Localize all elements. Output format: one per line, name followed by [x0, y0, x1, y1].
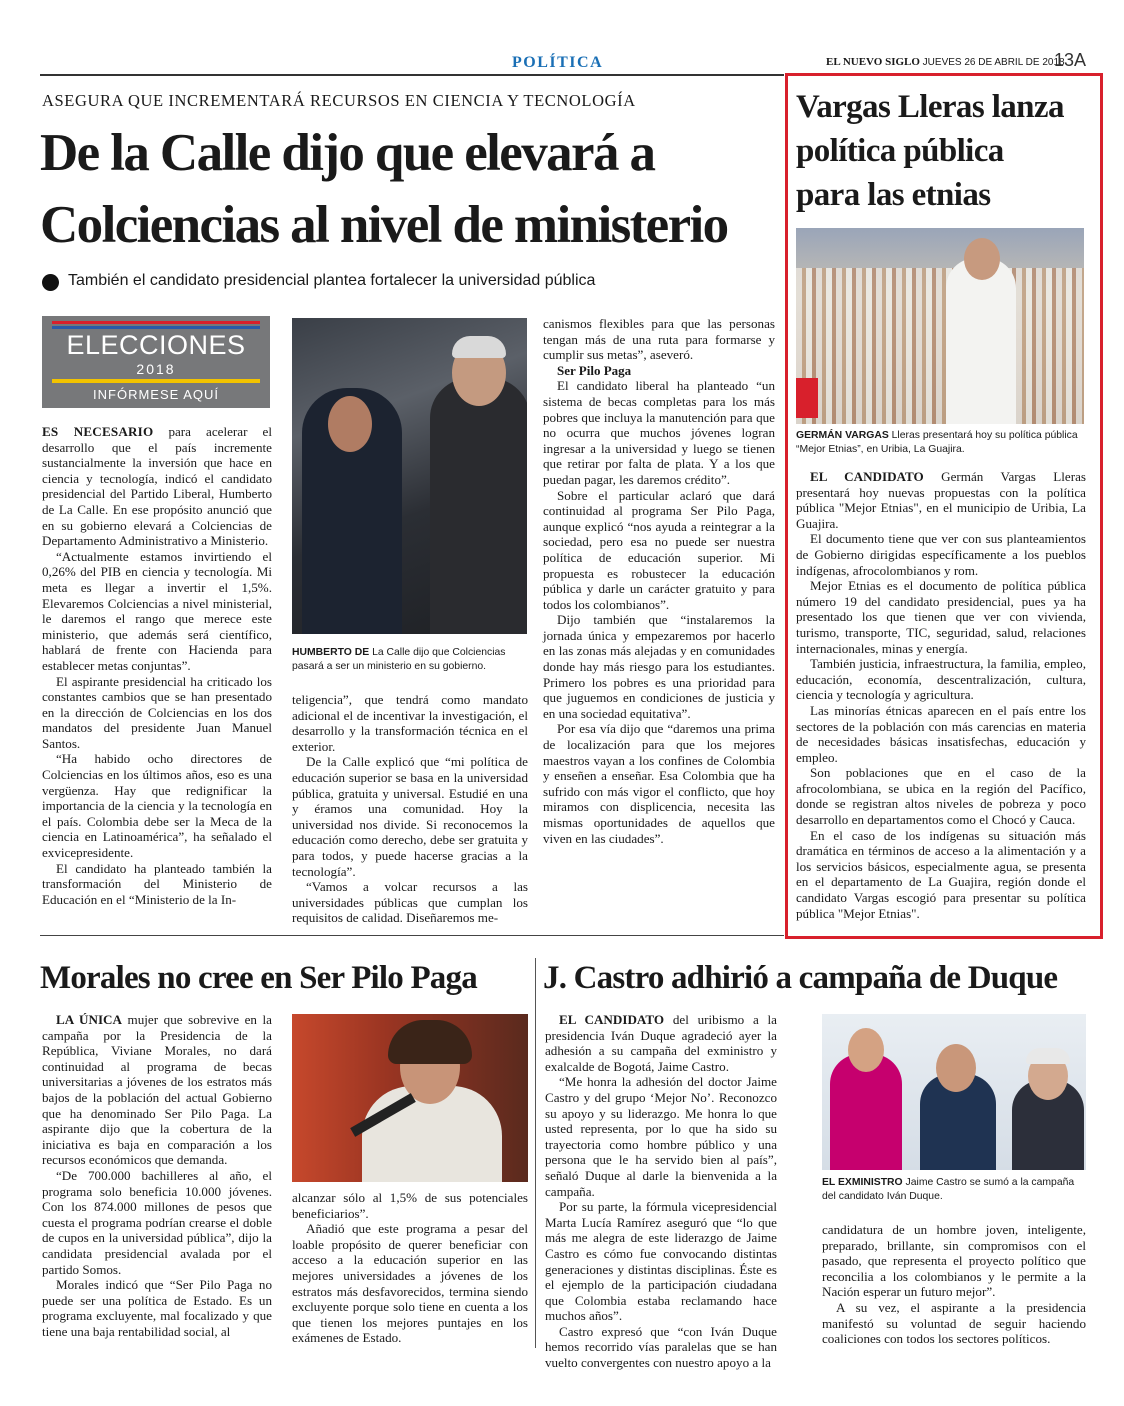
photo-vargas-lleras	[796, 228, 1084, 424]
photo-caption-castro	[822, 1176, 1086, 1204]
photo-caption-vargas	[796, 429, 1086, 457]
photo-viviane-morales	[292, 1014, 528, 1182]
caption-text: Lleras presentará hoy su política pública “Mejor Etnias”, en Uribia, La Guajira.	[796, 430, 1078, 455]
main-paragraph: “Ha habido ocho directores de Colciencias en los últimos años, eso es una vergüenza. Hay que redignificar la importancia de la ciencia y la tecnología en el país. Colombia debe ser la Meca de la ciencia en Latinoamérica”, ha señalado el exvicepresidente.	[42, 751, 272, 861]
vargas-paragraph: También justicia, infraestructura, la familia, empleo, educación, economía, descentralización, cultura, ciencia y tecnología y agricultura.	[796, 656, 1086, 703]
caption-lead: GERMÁN VARGAS	[796, 430, 889, 441]
photo-woman-face	[848, 1028, 884, 1072]
vargas-lead: EL CANDIDATO	[810, 469, 924, 484]
main-column-3	[543, 316, 775, 846]
photo-castro-duque	[822, 1014, 1086, 1170]
morales-paragraph: mujer que sobrevive en la campaña por la Presidencia de la República, Viviane Morales, no dará continuidad al programa de becas universitarias a jóvenes de los estratos más bajos de la población del actual Gobierno que ha denominado Ser Pilo Paga. La aspirante dijo que la cobertura de la iniciativa es baja en comparación a los recursos económicos que demanda.	[42, 1012, 272, 1168]
main-subhead: También el candidato presidencial plantea fortalecer la universidad pública	[68, 272, 596, 289]
main-paragraph: Dijo también que “instalaremos la jornada única y empezaremos por hacerlo en las zonas más alejadas y en comunidades donde hay más riesgo para los estudiantes. Primero los pobres es una prioridad para que juguemos en condiciones de justicia y en una sociedad equitativa”.	[543, 612, 775, 721]
issue-date: JUEVES 26 DE ABRIL DE 2018	[922, 57, 1065, 68]
main-paragraph: El candidato liberal ha planteado “un sistema de becas completas para los más pobres que incluya la manutención para que no ocurra que muchos jóvenes logran ingresar a la universidad y luego se tienen que retirar por falta de plata. Y a los que puedan pagar, les daremos crédito”.	[543, 378, 775, 487]
photo-figure-man	[430, 378, 527, 634]
masthead	[826, 56, 1065, 68]
caption-text: Jaime Castro se sumó a la campaña del candidato Iván Duque.	[822, 1177, 1075, 1202]
morales-paragraph: alcanzar sólo al 1,5% de sus potenciales beneficiarios”.	[292, 1190, 528, 1221]
morales-lead: LA ÚNICA	[56, 1012, 122, 1027]
caption-lead: EL EXMINISTRO	[822, 1177, 903, 1188]
caption-lead: HUMBERTO DE	[292, 647, 370, 658]
morales-column-1	[42, 1012, 272, 1339]
castro-paragraph: candidatura de un hombre joven, inteligente, preparado, brillante, sin compromisos con el pasado, que representa el proyecto político que reconcilia a los colombianos y le permite a la Nación esperar un futuro mejor”.	[822, 1222, 1086, 1300]
castro-paragraph: Castro expresó que “con Iván Duque hemos recorrido vías paralelas que se han vuelto convergentes con nuestro apoyo a la	[545, 1323, 777, 1371]
vargas-body	[796, 469, 1086, 921]
vargas-headline-2: política pública	[796, 133, 1004, 169]
photo-duque-face	[936, 1044, 976, 1092]
morales-paragraph: Añadió que este programa a pesar del loable propósito de querer beneficiar con acceso a la educación superior en las mejores universidades a jóvenes de los estratos más desfavorecidos, termina siendo excluyente porque solo tiene en cuenta a los que tienen los mejores puntajes en los exámenes de Estado.	[292, 1221, 528, 1346]
photo-speaker	[946, 258, 1016, 424]
castro-paragraph: del uribismo a la presidencia Iván Duque agradeció ayer la adhesión a su campaña del exministro y exalcalde de Bogotá, Jaime Castro.	[545, 1012, 777, 1074]
main-column-2	[292, 692, 528, 926]
vargas-headline-1: Vargas Lleras lanza	[796, 89, 1064, 125]
header-rule	[40, 74, 784, 76]
main-bottom-rule	[40, 935, 784, 936]
photo-humberto-de-la-calle	[292, 318, 527, 634]
vargas-paragraph: Las minorías étnicas aparecen en el país entre los sectores de la población con más carencias en materia de necesidades básicas insatisfechas, educación y empleo.	[796, 702, 1086, 765]
photo-morales-hair	[388, 1020, 472, 1064]
badge-cta: INFÓRMESE AQUÍ	[93, 387, 219, 402]
photo-caption-de-la-calle	[292, 646, 528, 674]
photo-castro-hair	[1026, 1048, 1070, 1064]
main-paragraph: “Vamos a volcar recursos a las universidades públicas que cumplan los requisitos de calidad. Diseñaremos me-	[292, 879, 528, 926]
main-headline-line1: De la Calle dijo que elevará a	[40, 124, 655, 182]
morales-column-2	[292, 1190, 528, 1346]
section-label: POLÍTICA	[512, 54, 604, 71]
photo-banner	[796, 378, 818, 418]
subhead-bullet-icon	[42, 274, 59, 291]
main-kicker: ASEGURA QUE INCREMENTARÁ RECURSOS EN CIENCIA Y TECNOLOGÍA	[42, 91, 636, 110]
castro-lead: EL CANDIDATO	[559, 1012, 665, 1027]
main-paragraph: “Actualmente estamos invirtiendo el 0,26% del PIB en ciencia y tecnología. Mi meta es llegar a invertir el 1,5%. Elevaremos Colciencias a nivel ministerial, le daremos el rango que merece este ministerio, que además será científico, hablará de frente con Hacienda para establecer metas conjuntas”.	[42, 548, 272, 673]
column-divider	[535, 958, 536, 1348]
castro-paragraph: A su vez, el aspirante a la presidencia manifestó su voluntad de seguir haciendo coaliciones con todos los sectores políticos.	[822, 1299, 1086, 1347]
main-paragraph: teligencia”, que tendrá como mandato adicional el de incentivar la investigación, el desarrollo y la transformación técnica en el exterior.	[292, 692, 528, 754]
morales-headline: Morales no cree en Ser Pilo Paga	[40, 960, 477, 996]
main-column-1	[42, 424, 272, 907]
main-paragraph: Sobre el particular aclaró que dará continuidad al programa Ser Pilo Paga, aunque explicó “nos ayuda a reintegrar a la sociedad, pero esa no puede ser nuestra política de educación superior. Mi propuesta es robustecer la educación pública y darle un carácter gratuito y para todos los colombianos”.	[543, 487, 775, 612]
elections-badge[interactable]	[42, 316, 270, 408]
main-paragraph: De la Calle explicó que “mi política de educación superior se basa en la universidad pública, gratuita y universal. Estudié en una y éramos una comunidad. Hoy la universidad nos divide. Si reconocemos la educación como derecho, debe ser gratuita y para todos, y puede hacerse gracias a la tecnología”.	[292, 754, 528, 879]
page-number: 13A	[1054, 50, 1087, 70]
paper-name: EL NUEVO SIGLO	[826, 56, 920, 68]
morales-paragraph: “De 700.000 bachilleres al año, el programa solo beneficia 10.000 jóvenes. Con los 874.000 millones de pesos que cuesta el programa podrían crearse el doble de cupos en la universidad pública”, dijo la candidata presidencial avalada por el partido Somos.	[42, 1167, 272, 1277]
vargas-paragraph: El documento tiene que ver con sus planteamientos de Gobierno dirigidas específicamente a los pueblos indígenas, afrocolombianos y rom.	[796, 531, 1086, 578]
castro-column-1	[545, 1012, 777, 1371]
main-paragraph: canismos flexibles para que las personas tengan más de una ruta para formarse y cumplir sus metas”, aseveró.	[543, 316, 775, 363]
main-paragraph: para acelerar el desarrollo que el país incremente sustancialmente la inversión que hace en ciencia y tecnología, indicó el candidato presidencial del Partido Liberal, Humberto de La Calle. En ese propósito anunció que en su gobierno elevará a Colciencias de Departamento Administrativo a Ministerio.	[42, 424, 272, 549]
vargas-paragraph: Germán Vargas Lleras presentará hoy nuevas propuestas con la política pública "Mejor Etnias", en el municipio de Uribia, La Guajira.	[796, 469, 1086, 531]
photo-crowd	[796, 268, 1084, 424]
vargas-headline-3: para las etnias	[796, 177, 991, 213]
main-paragraph: El aspirante presidencial ha criticado los constantes cambios que se han presentado en la dirección de Colciencias en los dos mandatos del presidente Juan Manuel Santos.	[42, 673, 272, 751]
castro-column-2	[822, 1222, 1086, 1347]
vargas-paragraph: Mejor Etnias es el documento de política pública número 19 del candidato presidencial, pues ya ha presentado los que tienen que ver con vivienda, turismo, transporte, TIC, seguridad, salud, relaciones internacionales, minas y energía.	[796, 578, 1086, 656]
badge-title: ELECCIONES	[66, 330, 246, 360]
caption-text: La Calle dijo que Colciencias pasará a ser un ministerio en su gobierno.	[292, 647, 506, 672]
vargas-paragraph: En el caso de los indígenas su situación más dramática en términos de acceso a la alimentación y a los servicios básicos, especialmente agua, se presenta en el departamento de La Guajira, región donde el candidato Vargas escogió para presentar su política pública "Mejor Etnias".	[796, 827, 1086, 921]
vargas-paragraph: Son poblaciones que en el caso de la afrocolombiana, se ubica en la región del Pacífico, donde se registran altos niveles de pobreza y poco desarrollo en departamentos como el Chocó y Cauca.	[796, 765, 1086, 828]
badge-stripe-blue	[52, 326, 260, 329]
castro-paragraph: Por su parte, la fórmula vicepresidencial Marta Lucía Ramírez aseguró que “lo que más me alegra de este liderazgo de Jaime Castro es cómo fue convocando distintas generaciones y distintas disciplinas. Éste es el ejemplo de la participación ciudadana que Colombia estaba reclamando hace muchos años”.	[545, 1199, 777, 1324]
badge-stripe-red	[52, 321, 260, 324]
morales-paragraph: Morales indicó que “Ser Pilo Paga no puede ser una política de Estado. Es un programa excluyente, mal focalizado y que tiene una baja rentabilidad social, al	[42, 1277, 272, 1339]
castro-headline: J. Castro adhirió a campaña de Duque	[543, 960, 1058, 996]
main-headline-line2: Colciencias al nivel de ministerio	[40, 196, 728, 254]
badge-year: 2018	[136, 361, 176, 377]
photo-face-woman	[328, 396, 372, 452]
main-paragraph: Por esa vía dijo que “daremos una prima de localización para que los mejores maestros vayan a los confines de Colombia y enseñen a enseñar. Esa Colombia que ha sufrido con más vigor el conflicto, que hoy miramos con displicencia, necesita las mismas oportunidades de aquellos que viven en las ciudades”.	[543, 721, 775, 846]
castro-paragraph: “Me honra la adhesión del doctor Jaime Castro y del grupo ‘Mejor No’. Reconozco su apoyo y su liderazgo. Me honra lo que usted representa, por lo que ha sido su trayectoria como hombre público y una persona que le ha servido bien al país”, señaló Duque al darle la bienvenida a la campaña.	[545, 1074, 777, 1199]
photo-speaker-head	[964, 238, 1000, 280]
main-lead: ES NECESARIO	[42, 424, 154, 439]
badge-stripe-yellow	[52, 379, 260, 383]
subheading-ser-pilo-paga: Ser Pilo Paga	[557, 362, 632, 378]
photo-hair-man	[452, 336, 506, 358]
main-paragraph: El candidato ha planteado también la transformación del Ministerio de Educación en el “Ministerio de la In-	[42, 860, 272, 907]
